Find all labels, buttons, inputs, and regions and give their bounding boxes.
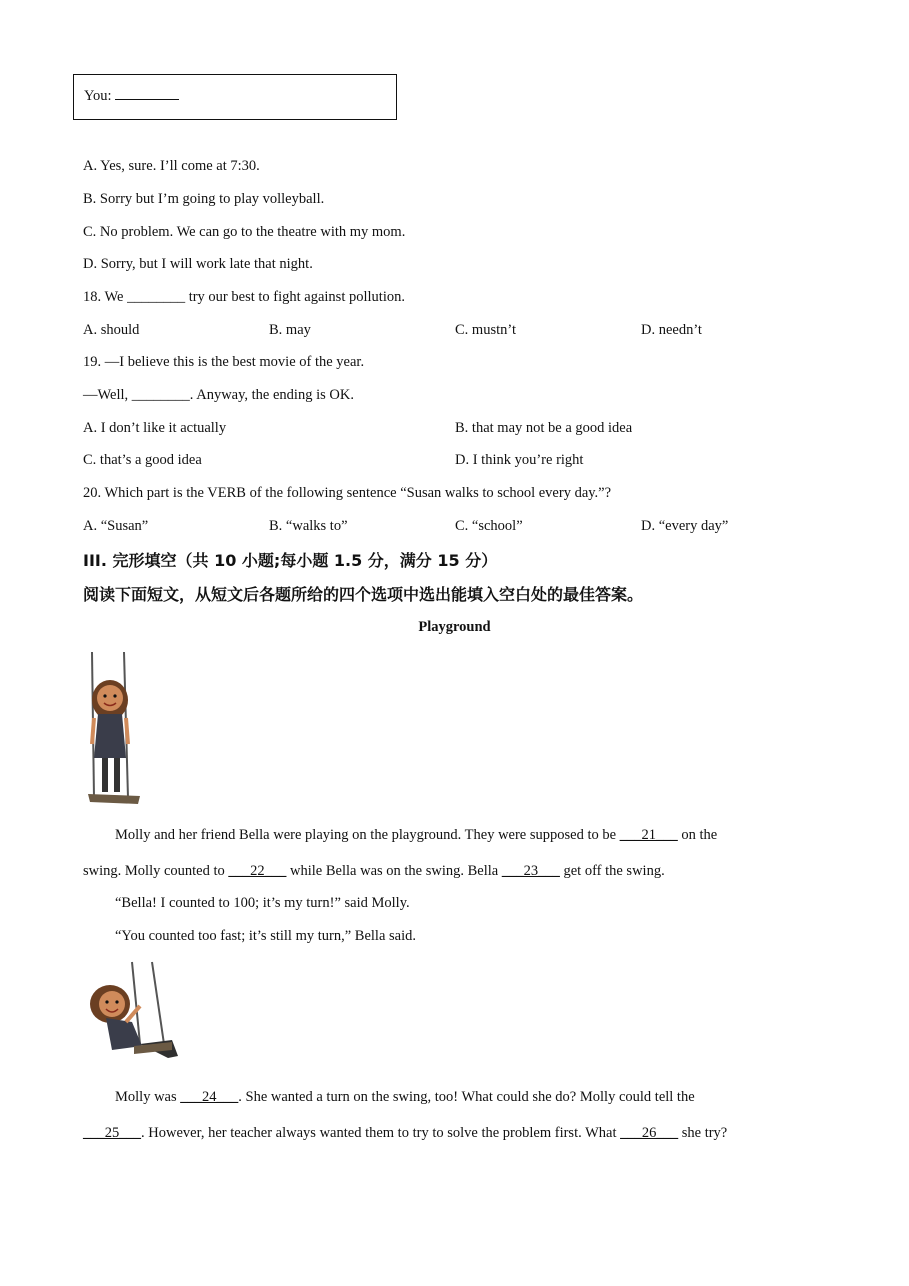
q17-option-a: A. Yes, sure. I’ll come at 7:30.: [83, 158, 260, 174]
q19-line1: 19. —I believe this is the best movie of the year.: [83, 354, 365, 370]
answer-line: You:: [84, 87, 179, 105]
q20-option-c: C. “school”: [455, 518, 523, 534]
section-instruction: 阅读下面短文，从短文后各题所给的四个选项中选出能填入空白处的最佳答案。: [83, 585, 644, 604]
blank-23: ___23___: [501, 863, 560, 879]
passage-line-4: “You counted too fast; it’s still my turn,” Bella said.: [115, 928, 416, 944]
blank-25: ___25___: [83, 1125, 141, 1141]
q19-option-d: D. I think you’re right: [455, 452, 584, 468]
blank-22: ___22___: [228, 863, 287, 879]
girl-standing-on-swing-illustration: [80, 648, 152, 810]
q17-option-c: C. No problem. We can go to the theatre with my mom.: [83, 224, 406, 240]
passage-line-1: Molly and her friend Bella were playing on the playground. They were supposed to be ___21___ on the: [115, 827, 718, 843]
q18-option-a: A. should: [83, 322, 140, 338]
q20-option-a: A. “Susan”: [83, 518, 149, 534]
girl-swinging-illustration: [82, 960, 188, 1068]
passage-line-5: Molly was ___24___. She wanted a turn on the swing, too! What could she do? Molly could tell the: [115, 1089, 695, 1105]
q20-option-b: B. “walks to”: [269, 518, 348, 534]
passage-title: Playground: [418, 619, 491, 635]
q19-option-a: A. I don’t like it actually: [83, 420, 227, 436]
q19-option-c: C. that’s a good idea: [83, 452, 202, 468]
q17-option-d: D. Sorry, but I will work late that night.: [83, 256, 313, 272]
blank-26: ___26___: [620, 1125, 679, 1141]
section-heading: III. 完形填空（共 10 小题;每小题 1.5 分，满分 15 分）: [83, 551, 498, 570]
q19-option-b: B. that may not be a good idea: [455, 420, 633, 436]
dialog-box: [73, 74, 397, 120]
passage-line-3: “Bella! I counted to 100; it’s my turn!” said Molly.: [115, 895, 410, 911]
q18-option-c: C. mustn’t: [455, 322, 516, 338]
answer-blank: [115, 87, 179, 100]
passage-line-6: ___25___. However, her teacher always wanted them to try to solve the problem first. What ___26___ she try?: [83, 1125, 728, 1141]
blank-21: ___21___: [619, 827, 678, 843]
passage-line-2: swing. Molly counted to ___22___ while Bella was on the swing. Bella ___23___ get off the swing.: [83, 863, 665, 879]
q20-option-d: D. “every day”: [641, 518, 729, 534]
blank-24: ___24___: [180, 1089, 239, 1105]
q17-option-b: B. Sorry but I’m going to play volleyball.: [83, 191, 325, 207]
q18-stem: 18. We ________ try our best to fight against pollution.: [83, 289, 405, 305]
q19-line2: —Well, ________. Anyway, the ending is OK.: [83, 387, 354, 403]
q18-option-d: D. needn’t: [641, 322, 702, 338]
q18-option-b: B. may: [269, 322, 311, 338]
q20-stem: 20. Which part is the VERB of the following sentence “Susan walks to school every day.”?: [83, 485, 612, 501]
